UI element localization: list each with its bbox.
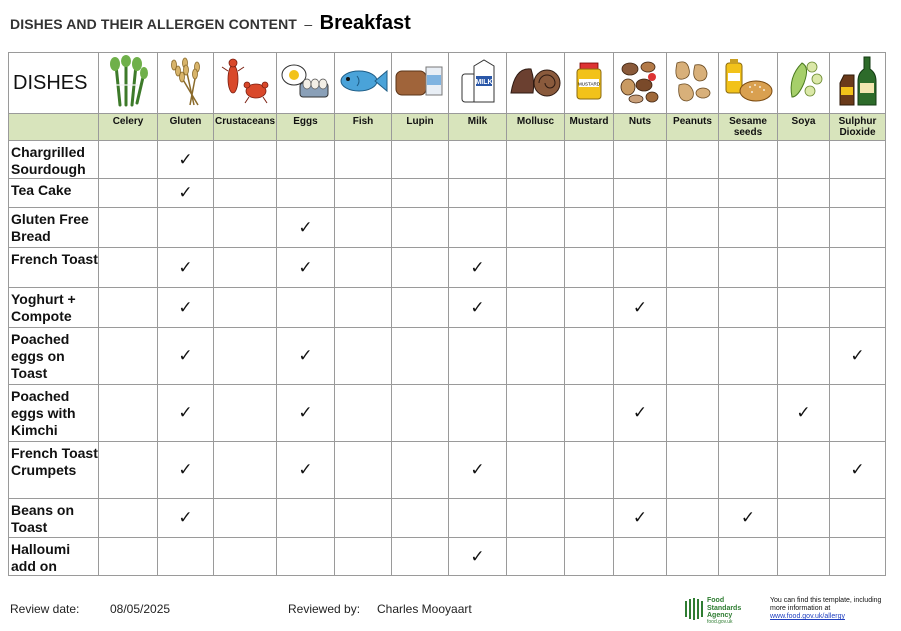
empty-cell bbox=[778, 328, 830, 385]
empty-cell bbox=[449, 385, 507, 442]
check-mark: ✓ bbox=[449, 248, 507, 288]
empty-cell bbox=[778, 288, 830, 328]
soya-icon bbox=[778, 53, 830, 114]
table-row bbox=[9, 385, 886, 442]
check-mark: ✓ bbox=[614, 385, 667, 442]
allergen-label: Soya bbox=[778, 114, 830, 141]
allergen-label: Fish bbox=[335, 114, 392, 141]
empty-cell bbox=[392, 499, 449, 538]
empty-cell bbox=[392, 385, 449, 442]
check-mark: ✓ bbox=[614, 288, 667, 328]
svg-text:MUSTARD: MUSTARD bbox=[578, 81, 600, 86]
empty-cell bbox=[719, 288, 778, 328]
empty-cell bbox=[392, 288, 449, 328]
empty-cell bbox=[214, 288, 277, 328]
dish-name: Poached eggs with Kimchi bbox=[9, 385, 99, 442]
empty-cell bbox=[667, 328, 719, 385]
empty-cell bbox=[214, 538, 277, 576]
empty-cell bbox=[565, 179, 614, 208]
empty-cell bbox=[99, 248, 158, 288]
empty-cell bbox=[392, 141, 449, 179]
empty-cell bbox=[719, 442, 778, 499]
empty-cell bbox=[614, 248, 667, 288]
check-mark: ✓ bbox=[277, 208, 335, 248]
allergen-label: Milk bbox=[449, 114, 507, 141]
empty-cell bbox=[214, 208, 277, 248]
empty-cell bbox=[507, 208, 565, 248]
peanuts-icon bbox=[667, 53, 719, 114]
check-mark: ✓ bbox=[158, 499, 214, 538]
empty-cell bbox=[99, 288, 158, 328]
check-mark: ✓ bbox=[449, 288, 507, 328]
check-mark: ✓ bbox=[719, 499, 778, 538]
empty-cell bbox=[507, 385, 565, 442]
empty-cell bbox=[214, 179, 277, 208]
empty-cell bbox=[99, 538, 158, 576]
empty-cell bbox=[335, 141, 392, 179]
lupin-icon bbox=[392, 53, 449, 114]
empty-cell bbox=[565, 385, 614, 442]
empty-cell bbox=[214, 385, 277, 442]
empty-cell bbox=[214, 499, 277, 538]
empty-cell bbox=[719, 385, 778, 442]
celery-icon bbox=[99, 53, 158, 114]
allergen-label: Sesame seeds bbox=[719, 114, 778, 141]
empty-cell bbox=[335, 385, 392, 442]
empty-cell bbox=[214, 328, 277, 385]
empty-cell bbox=[565, 288, 614, 328]
wheat-icon bbox=[158, 53, 214, 114]
empty-cell bbox=[565, 538, 614, 576]
empty-cell bbox=[277, 538, 335, 576]
empty-cell bbox=[449, 208, 507, 248]
empty-cell bbox=[392, 442, 449, 499]
empty-cell bbox=[335, 288, 392, 328]
empty-cell bbox=[778, 179, 830, 208]
empty-cell bbox=[507, 442, 565, 499]
empty-cell bbox=[719, 141, 778, 179]
dish-name: Gluten Free Bread bbox=[9, 208, 99, 248]
empty-cell bbox=[565, 442, 614, 499]
empty-cell bbox=[392, 179, 449, 208]
fish-icon bbox=[335, 53, 392, 114]
reviewed-by-label: Reviewed by: bbox=[288, 602, 361, 616]
empty-cell bbox=[507, 288, 565, 328]
empty-cell bbox=[565, 499, 614, 538]
check-mark: ✓ bbox=[830, 442, 886, 499]
empty-cell bbox=[392, 328, 449, 385]
allergen-label-row bbox=[9, 114, 886, 141]
check-mark: ✓ bbox=[158, 288, 214, 328]
table-row bbox=[9, 538, 886, 576]
empty-cell bbox=[778, 442, 830, 499]
empty-cell bbox=[667, 179, 719, 208]
empty-cell bbox=[449, 499, 507, 538]
crustacean-icon bbox=[214, 53, 277, 114]
dish-name: Poached eggs on Toast bbox=[9, 328, 99, 385]
check-mark: ✓ bbox=[158, 442, 214, 499]
empty-cell bbox=[507, 499, 565, 538]
page-title bbox=[10, 12, 411, 35]
empty-cell bbox=[778, 248, 830, 288]
check-mark: ✓ bbox=[778, 385, 830, 442]
empty-cell bbox=[667, 141, 719, 179]
empty-cell bbox=[830, 499, 886, 538]
check-mark: ✓ bbox=[277, 328, 335, 385]
title-prefix: DISHES AND THEIR ALLERGEN CONTENT bbox=[10, 16, 297, 32]
empty-cell bbox=[830, 248, 886, 288]
empty-cell bbox=[335, 208, 392, 248]
table-row bbox=[9, 179, 886, 208]
empty-cell bbox=[99, 179, 158, 208]
check-mark: ✓ bbox=[158, 248, 214, 288]
empty-cell bbox=[830, 538, 886, 576]
check-mark: ✓ bbox=[614, 499, 667, 538]
empty-cell bbox=[565, 248, 614, 288]
empty-cell bbox=[214, 248, 277, 288]
empty-cell bbox=[614, 328, 667, 385]
empty-cell bbox=[158, 538, 214, 576]
empty-cell bbox=[277, 288, 335, 328]
empty-cell bbox=[335, 499, 392, 538]
check-mark: ✓ bbox=[158, 385, 214, 442]
empty-cell bbox=[614, 442, 667, 499]
empty-cell bbox=[277, 179, 335, 208]
empty-cell bbox=[507, 179, 565, 208]
check-mark: ✓ bbox=[277, 385, 335, 442]
empty-cell bbox=[449, 141, 507, 179]
allergen-label: Mollusc bbox=[507, 114, 565, 141]
table-row bbox=[9, 208, 886, 248]
allergen-label: Mustard bbox=[565, 114, 614, 141]
empty-cell bbox=[565, 141, 614, 179]
empty-cell bbox=[449, 179, 507, 208]
check-mark: ✓ bbox=[158, 328, 214, 385]
empty-cell bbox=[507, 248, 565, 288]
empty-cell bbox=[614, 179, 667, 208]
empty-cell bbox=[614, 141, 667, 179]
empty-cell bbox=[277, 141, 335, 179]
empty-cell bbox=[719, 208, 778, 248]
template-note bbox=[770, 597, 895, 621]
empty-cell bbox=[565, 328, 614, 385]
empty-cell bbox=[335, 538, 392, 576]
allergen-label: Nuts bbox=[614, 114, 667, 141]
table-row bbox=[9, 328, 886, 385]
allergen-label: Sulphur Dioxide bbox=[830, 114, 886, 141]
empty-cell bbox=[614, 208, 667, 248]
allergen-label: Celery bbox=[99, 114, 158, 141]
check-mark: ✓ bbox=[277, 248, 335, 288]
milk-icon bbox=[449, 53, 507, 114]
empty-cell bbox=[99, 499, 158, 538]
empty-cell bbox=[719, 179, 778, 208]
empty-cell bbox=[507, 141, 565, 179]
table-row bbox=[9, 141, 886, 179]
table-row bbox=[9, 499, 886, 538]
empty-cell bbox=[335, 248, 392, 288]
check-mark: ✓ bbox=[830, 328, 886, 385]
check-mark: ✓ bbox=[158, 179, 214, 208]
empty-cell bbox=[830, 179, 886, 208]
dish-name: Halloumi add on bbox=[9, 538, 99, 576]
empty-cell bbox=[778, 499, 830, 538]
check-mark: ✓ bbox=[449, 538, 507, 576]
empty-cell bbox=[392, 538, 449, 576]
empty-cell bbox=[507, 328, 565, 385]
title-main: Breakfast bbox=[319, 12, 411, 34]
empty-cell bbox=[214, 141, 277, 179]
mustard-icon bbox=[565, 53, 614, 114]
empty-cell bbox=[778, 538, 830, 576]
empty-cell bbox=[392, 248, 449, 288]
empty-cell bbox=[392, 208, 449, 248]
check-mark: ✓ bbox=[158, 141, 214, 179]
empty-cell bbox=[277, 499, 335, 538]
empty-cell bbox=[335, 328, 392, 385]
empty-cell bbox=[614, 538, 667, 576]
allergen-table bbox=[8, 52, 886, 576]
empty-cell bbox=[667, 208, 719, 248]
empty-cell bbox=[449, 328, 507, 385]
allergen-label: Peanuts bbox=[667, 114, 719, 141]
empty-cell bbox=[158, 208, 214, 248]
empty-cell bbox=[667, 385, 719, 442]
eggs-icon bbox=[277, 53, 335, 114]
svg-text:MILK: MILK bbox=[474, 78, 493, 86]
empty-cell bbox=[667, 442, 719, 499]
empty-cell bbox=[507, 538, 565, 576]
empty-cell bbox=[778, 141, 830, 179]
empty-cell bbox=[565, 208, 614, 248]
allergen-label: Eggs bbox=[277, 114, 335, 141]
empty-cell bbox=[719, 248, 778, 288]
dish-name: Tea Cake bbox=[9, 179, 99, 208]
dish-name: Chargrilled Sourdough bbox=[9, 141, 99, 179]
wine-bottle-icon bbox=[830, 53, 886, 114]
review-date-label: Review date: bbox=[10, 602, 80, 616]
allergen-label: Lupin bbox=[392, 114, 449, 141]
allergen-label: Crustaceans bbox=[214, 114, 277, 141]
empty-cell bbox=[99, 328, 158, 385]
empty-cell bbox=[667, 248, 719, 288]
template-link[interactable]: www.food.gov.uk/allergy bbox=[770, 613, 845, 620]
dish-name: Beans on Toast bbox=[9, 499, 99, 538]
empty-cell bbox=[99, 385, 158, 442]
fsa-logo-url: food.gov.uk bbox=[707, 619, 733, 625]
title-dash: – bbox=[304, 16, 313, 32]
empty-cell bbox=[667, 288, 719, 328]
check-mark: ✓ bbox=[449, 442, 507, 499]
empty-cell bbox=[830, 208, 886, 248]
icon-row bbox=[9, 53, 886, 114]
fsa-logo-text: Food Standards Agency bbox=[707, 597, 742, 619]
check-mark: ✓ bbox=[277, 442, 335, 499]
empty-cell bbox=[778, 208, 830, 248]
dish-name: French Toast bbox=[9, 248, 99, 288]
empty-cell bbox=[830, 385, 886, 442]
dishes-header: DISHES bbox=[9, 53, 99, 114]
template-note-text: You can find this template, including more information at bbox=[770, 597, 882, 612]
empty-cell bbox=[214, 442, 277, 499]
empty-cell bbox=[99, 141, 158, 179]
empty-cell bbox=[719, 328, 778, 385]
table-row bbox=[9, 288, 886, 328]
label-row-blank bbox=[9, 114, 99, 141]
review-date-value: 08/05/2025 bbox=[110, 602, 171, 616]
empty-cell bbox=[667, 538, 719, 576]
reviewed-by-value: Charles Mooyaart bbox=[377, 602, 472, 616]
empty-cell bbox=[830, 141, 886, 179]
allergen-label: Gluten bbox=[158, 114, 214, 141]
empty-cell bbox=[667, 499, 719, 538]
empty-cell bbox=[99, 442, 158, 499]
dish-name: Yoghurt + Compote bbox=[9, 288, 99, 328]
nuts-icon bbox=[614, 53, 667, 114]
sesame-icon bbox=[719, 53, 778, 114]
empty-cell bbox=[335, 442, 392, 499]
dish-name: French Toast Crumpets bbox=[9, 442, 99, 499]
table-row bbox=[9, 442, 886, 499]
empty-cell bbox=[335, 179, 392, 208]
mollusc-icon bbox=[507, 53, 565, 114]
table-row bbox=[9, 248, 886, 288]
empty-cell bbox=[719, 538, 778, 576]
empty-cell bbox=[830, 288, 886, 328]
empty-cell bbox=[99, 208, 158, 248]
